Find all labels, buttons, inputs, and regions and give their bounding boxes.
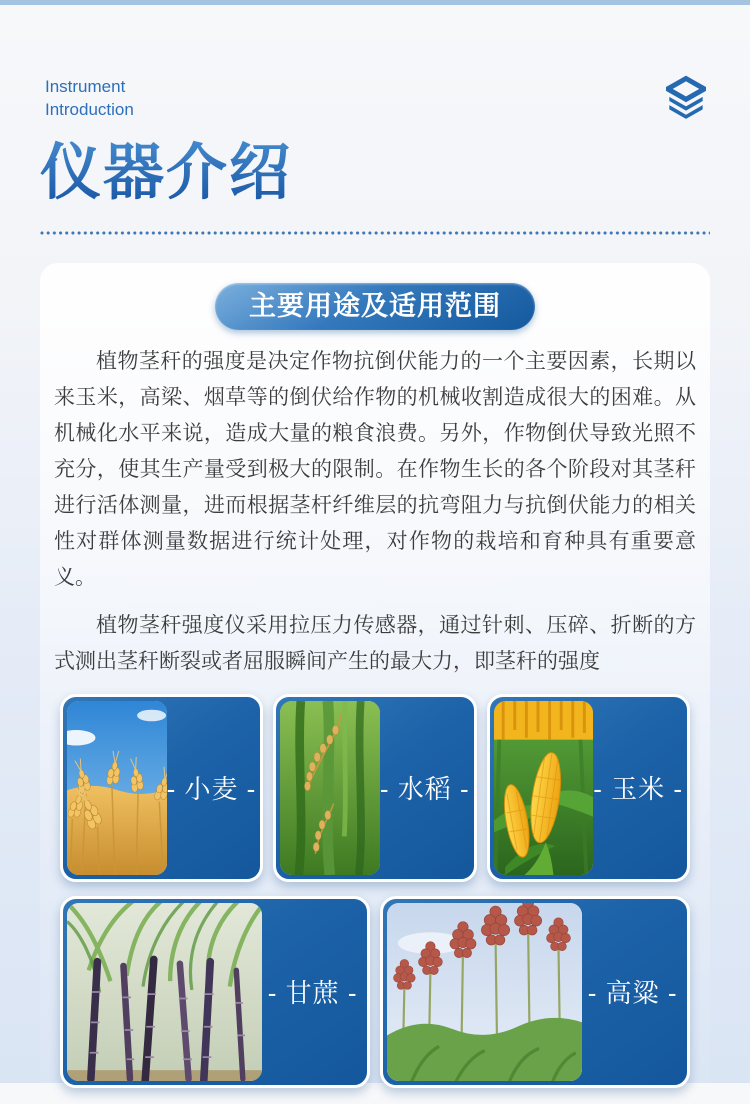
intro-paragraph-1: 植物茎秆的强度是决定作物抗倒伏能力的一个主要因素，长期以来玉米，高梁、烟草等的倒伏给作物的机械收割造成很大的困难。从机械化水平来说，造成大量的粮食浪费。另外，作物倒伏导致光照不充分，使其生产量受到极大的限制。在作物生长的各个阶段对其茎秆进行活体测量，进而根据茎杆纤维层的抗弯阻力与抗倒伏能力的相关性对群体测量数据进行统计处理，对作物的栽培和育种具有重要意义。 xyxy=(54,349,696,589)
crop-label-corn: - 玉米 - xyxy=(593,774,683,805)
rice-photo xyxy=(280,701,380,875)
crop-label-sorghum: - 高粱 - xyxy=(587,978,678,1009)
crop-label-wheat: - 小麦 - xyxy=(166,774,257,805)
sugarcane-photo xyxy=(67,903,262,1081)
intro-paragraph-2: 植物茎秆强度仪采用拉压力传感器，通过针刺、压碎、折断的方式测出茎秆断裂或者屈服瞬间产生的最大力，即茎秆的强度 xyxy=(54,613,696,673)
crop-label-sugarcane: - 甘蔗 - xyxy=(267,978,358,1009)
eyebrow-line-1: Instrument xyxy=(45,77,126,96)
crop-card-rice xyxy=(273,694,476,882)
page-title: 仪器介绍 xyxy=(40,140,750,205)
content-card xyxy=(40,263,710,1104)
wheat-photo xyxy=(67,701,167,875)
sorghum-photo xyxy=(387,903,582,1081)
eyebrow-text xyxy=(45,75,134,121)
crop-card-corn xyxy=(487,694,690,882)
corn-photo xyxy=(494,701,594,875)
crop-card-sorghum xyxy=(380,896,690,1088)
crop-card-wheat xyxy=(60,694,263,882)
crop-grid-row-2 xyxy=(60,896,690,1088)
eyebrow-line-2: Introduction xyxy=(45,100,134,119)
layers-icon xyxy=(666,75,706,122)
section-header xyxy=(0,5,750,122)
dotted-divider xyxy=(40,231,710,235)
section-badge: 主要用途及适用范围 xyxy=(215,283,535,330)
crop-label-rice: - 水稻 - xyxy=(379,774,470,805)
crop-grid-row-1 xyxy=(60,694,690,882)
crop-card-sugarcane xyxy=(60,896,370,1088)
